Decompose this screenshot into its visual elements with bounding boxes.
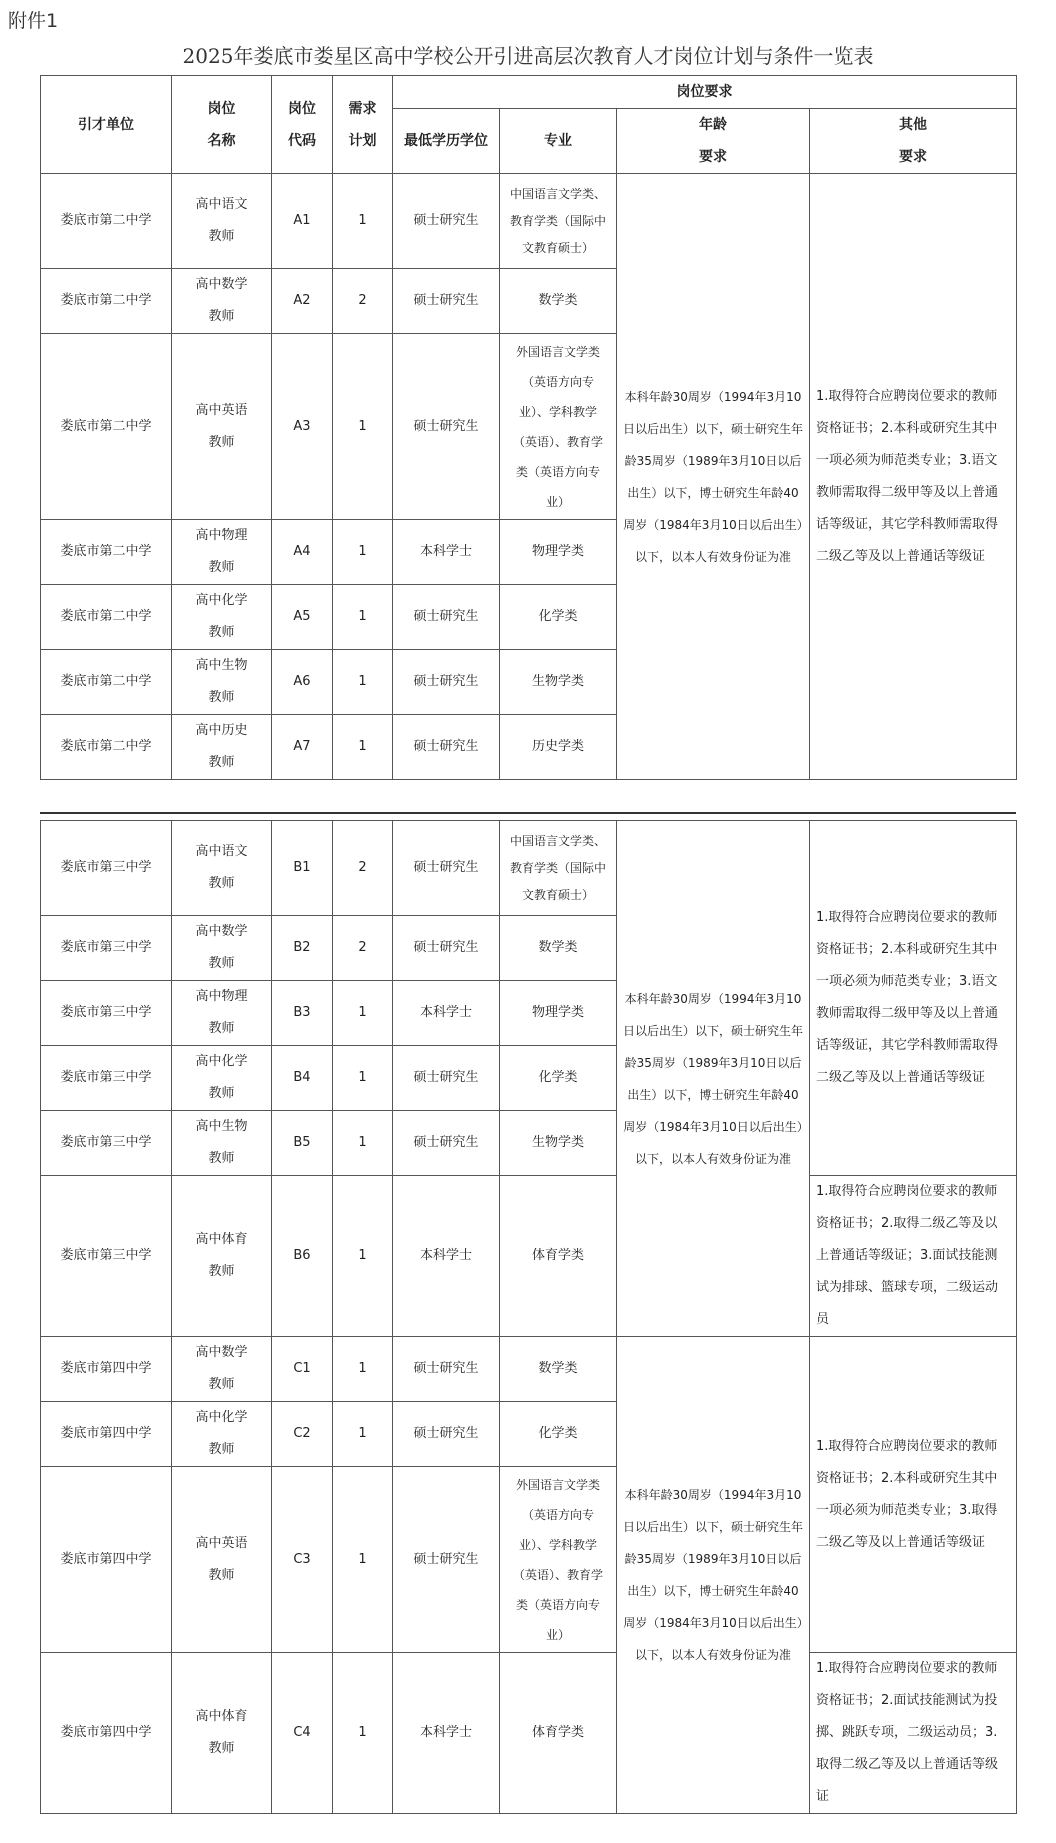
attachment-label: 附件1 [8, 10, 59, 32]
plan-cell: 1 [333, 585, 393, 650]
degree-cell: 硕士研究生 [393, 1046, 500, 1111]
degree-cell: 本科学士 [393, 1176, 500, 1337]
other-requirement-cell: 1.取得符合应聘岗位要求的教师资格证书；2.本科或研究生其中一项必须为师范类专业；3.取得二级乙等及以上普通话等级证 [810, 1337, 1017, 1653]
age-requirement-cell: 本科年龄30周岁（1994年3月10日以后出生）以下，硕士研究生年龄35周岁（1989年3月10日以后出生）以下，博士研究生年龄40周岁（1984年3月10日以后出生）以下，以本人有效身份证为准 [617, 1337, 810, 1814]
table-row [41, 174, 1017, 269]
degree-cell: 硕士研究生 [393, 715, 500, 780]
plan-cell: 2 [333, 821, 393, 916]
unit-cell: 娄底市第三中学 [41, 821, 172, 916]
unit-cell: 娄底市第四中学 [41, 1337, 172, 1402]
code-cell: A5 [272, 585, 333, 650]
plan-cell: 1 [333, 981, 393, 1046]
major-cell: 生物学类 [500, 1111, 617, 1176]
plan-cell: 1 [333, 1653, 393, 1814]
unit-cell: 娄底市第三中学 [41, 1176, 172, 1337]
post-cell: 高中英语 教师 [172, 1467, 272, 1653]
major-cell: 中国语言文学类、 教育学类（国际中 文教育硕士） [500, 821, 617, 916]
post-cell: 高中历史 教师 [172, 715, 272, 780]
degree-cell: 硕士研究生 [393, 1467, 500, 1653]
unit-cell: 娄底市第四中学 [41, 1467, 172, 1653]
unit-cell: 娄底市第三中学 [41, 1111, 172, 1176]
header-other: 其他 要求 [810, 109, 1017, 174]
post-cell: 高中语文 教师 [172, 174, 272, 269]
other-requirement-cell: 1.取得符合应聘岗位要求的教师资格证书；2.本科或研究生其中一项必须为师范类专业；3.语文教师需取得二级甲等及以上普通话等级证，其它学科教师需取得二级乙等及以上普通话等级证 [810, 174, 1017, 780]
post-cell: 高中物理 教师 [172, 520, 272, 585]
post-cell: 高中英语 教师 [172, 334, 272, 520]
post-cell: 高中体育 教师 [172, 1653, 272, 1814]
degree-cell: 硕士研究生 [393, 269, 500, 334]
unit-cell: 娄底市第二中学 [41, 334, 172, 520]
degree-cell: 硕士研究生 [393, 916, 500, 981]
unit-cell: 娄底市第二中学 [41, 715, 172, 780]
age-requirement-cell: 本科年龄30周岁（1994年3月10日以后出生）以下，硕士研究生年龄35周岁（1989年3月10日以后出生）以下，博士研究生年龄40周岁（1984年3月10日以后出生）以下，以本人有效身份证为准 [617, 821, 810, 1337]
plan-cell: 1 [333, 1176, 393, 1337]
unit-cell: 娄底市第二中学 [41, 650, 172, 715]
post-cell: 高中体育 教师 [172, 1176, 272, 1337]
code-cell: A3 [272, 334, 333, 520]
code-cell: C3 [272, 1467, 333, 1653]
page-title: 2025年娄底市娄星区高中学校公开引进高层次教育人才岗位计划与条件一览表 [182, 44, 874, 68]
major-cell: 中国语言文学类、 教育学类（国际中 文教育硕士） [500, 174, 617, 269]
table-row [41, 1337, 1017, 1402]
code-cell: B6 [272, 1176, 333, 1337]
major-cell: 物理学类 [500, 981, 617, 1046]
plan-cell: 2 [333, 916, 393, 981]
plan-cell: 1 [333, 1111, 393, 1176]
degree-cell: 硕士研究生 [393, 1402, 500, 1467]
major-cell: 外国语言文学类 （英语方向专 业）、学科教学 （英语）、教育学 类（英语方向专 业） [500, 334, 617, 520]
post-cell: 高中化学 教师 [172, 585, 272, 650]
degree-cell: 硕士研究生 [393, 585, 500, 650]
degree-cell: 本科学士 [393, 520, 500, 585]
other-requirement-cell: 1.取得符合应聘岗位要求的教师资格证书；2.本科或研究生其中一项必须为师范类专业；3.语文教师需取得二级甲等及以上普通话等级证，其它学科教师需取得二级乙等及以上普通话等级证 [810, 821, 1017, 1176]
code-cell: B3 [272, 981, 333, 1046]
other-requirement-cell: 1.取得符合应聘岗位要求的教师资格证书；2.取得二级乙等及以上普通话等级证；3.面试技能测试为排球、篮球专项，二级运动员 [810, 1176, 1017, 1337]
degree-cell: 硕士研究生 [393, 1337, 500, 1402]
major-cell: 物理学类 [500, 520, 617, 585]
post-cell: 高中数学 教师 [172, 916, 272, 981]
major-cell: 历史学类 [500, 715, 617, 780]
post-cell: 高中生物 教师 [172, 650, 272, 715]
code-cell: C4 [272, 1653, 333, 1814]
code-cell: C2 [272, 1402, 333, 1467]
major-cell: 数学类 [500, 1337, 617, 1402]
major-cell: 数学类 [500, 269, 617, 334]
plan-cell: 1 [333, 1046, 393, 1111]
post-cell: 高中化学 教师 [172, 1402, 272, 1467]
unit-cell: 娄底市第二中学 [41, 585, 172, 650]
plan-cell: 2 [333, 269, 393, 334]
major-cell: 化学类 [500, 1402, 617, 1467]
major-cell: 数学类 [500, 916, 617, 981]
page-break-line [40, 812, 1016, 814]
header-major: 专业 [500, 109, 617, 174]
unit-cell: 娄底市第二中学 [41, 174, 172, 269]
plan-cell: 1 [333, 650, 393, 715]
plan-cell: 1 [333, 334, 393, 520]
header-post-name: 岗位 名称 [172, 76, 272, 174]
post-cell: 高中生物 教师 [172, 1111, 272, 1176]
positions-table-part-2 [40, 820, 1017, 1814]
degree-cell: 本科学士 [393, 981, 500, 1046]
major-cell: 体育学类 [500, 1653, 617, 1814]
post-cell: 高中语文 教师 [172, 821, 272, 916]
post-cell: 高中数学 教师 [172, 269, 272, 334]
unit-cell: 娄底市第二中学 [41, 269, 172, 334]
code-cell: C1 [272, 1337, 333, 1402]
degree-cell: 硕士研究生 [393, 821, 500, 916]
degree-cell: 硕士研究生 [393, 334, 500, 520]
code-cell: A1 [272, 174, 333, 269]
major-cell: 化学类 [500, 1046, 617, 1111]
code-cell: A2 [272, 269, 333, 334]
plan-cell: 1 [333, 1337, 393, 1402]
unit-cell: 娄底市第三中学 [41, 916, 172, 981]
code-cell: B4 [272, 1046, 333, 1111]
header-age: 年龄 要求 [617, 109, 810, 174]
plan-cell: 1 [333, 1402, 393, 1467]
header-requirements: 岗位要求 [393, 76, 1017, 109]
unit-cell: 娄底市第四中学 [41, 1402, 172, 1467]
header-post-code: 岗位 代码 [272, 76, 333, 174]
post-cell: 高中物理 教师 [172, 981, 272, 1046]
plan-cell: 1 [333, 715, 393, 780]
degree-cell: 硕士研究生 [393, 1111, 500, 1176]
header-degree: 最低学历学位 [393, 109, 500, 174]
age-requirement-cell: 本科年龄30周岁（1994年3月10日以后出生）以下，硕士研究生年龄35周岁（1989年3月10日以后出生）以下，博士研究生年龄40周岁（1984年3月10日以后出生）以下，以本人有效身份证为准 [617, 174, 810, 780]
unit-cell: 娄底市第二中学 [41, 520, 172, 585]
degree-cell: 本科学士 [393, 1653, 500, 1814]
major-cell: 外国语言文学类 （英语方向专 业）、学科教学 （英语）、教育学 类（英语方向专 业） [500, 1467, 617, 1653]
major-cell: 化学类 [500, 585, 617, 650]
major-cell: 生物学类 [500, 650, 617, 715]
degree-cell: 硕士研究生 [393, 650, 500, 715]
table-row [41, 1653, 1017, 1814]
table-row [41, 1176, 1017, 1337]
header-plan: 需求 计划 [333, 76, 393, 174]
post-cell: 高中化学 教师 [172, 1046, 272, 1111]
table-row [41, 821, 1017, 916]
code-cell: B1 [272, 821, 333, 916]
unit-cell: 娄底市第三中学 [41, 981, 172, 1046]
post-cell: 高中数学 教师 [172, 1337, 272, 1402]
header-unit: 引才单位 [41, 76, 172, 174]
plan-cell: 1 [333, 520, 393, 585]
plan-cell: 1 [333, 174, 393, 269]
code-cell: A4 [272, 520, 333, 585]
positions-table-part-1 [40, 75, 1017, 780]
unit-cell: 娄底市第四中学 [41, 1653, 172, 1814]
code-cell: B2 [272, 916, 333, 981]
degree-cell: 硕士研究生 [393, 174, 500, 269]
code-cell: B5 [272, 1111, 333, 1176]
plan-cell: 1 [333, 1467, 393, 1653]
unit-cell: 娄底市第三中学 [41, 1046, 172, 1111]
other-requirement-cell: 1.取得符合应聘岗位要求的教师资格证书；2.面试技能测试为投掷、跳跃专项，二级运动员；3.取得二级乙等及以上普通话等级证 [810, 1653, 1017, 1814]
code-cell: A6 [272, 650, 333, 715]
major-cell: 体育学类 [500, 1176, 617, 1337]
code-cell: A7 [272, 715, 333, 780]
